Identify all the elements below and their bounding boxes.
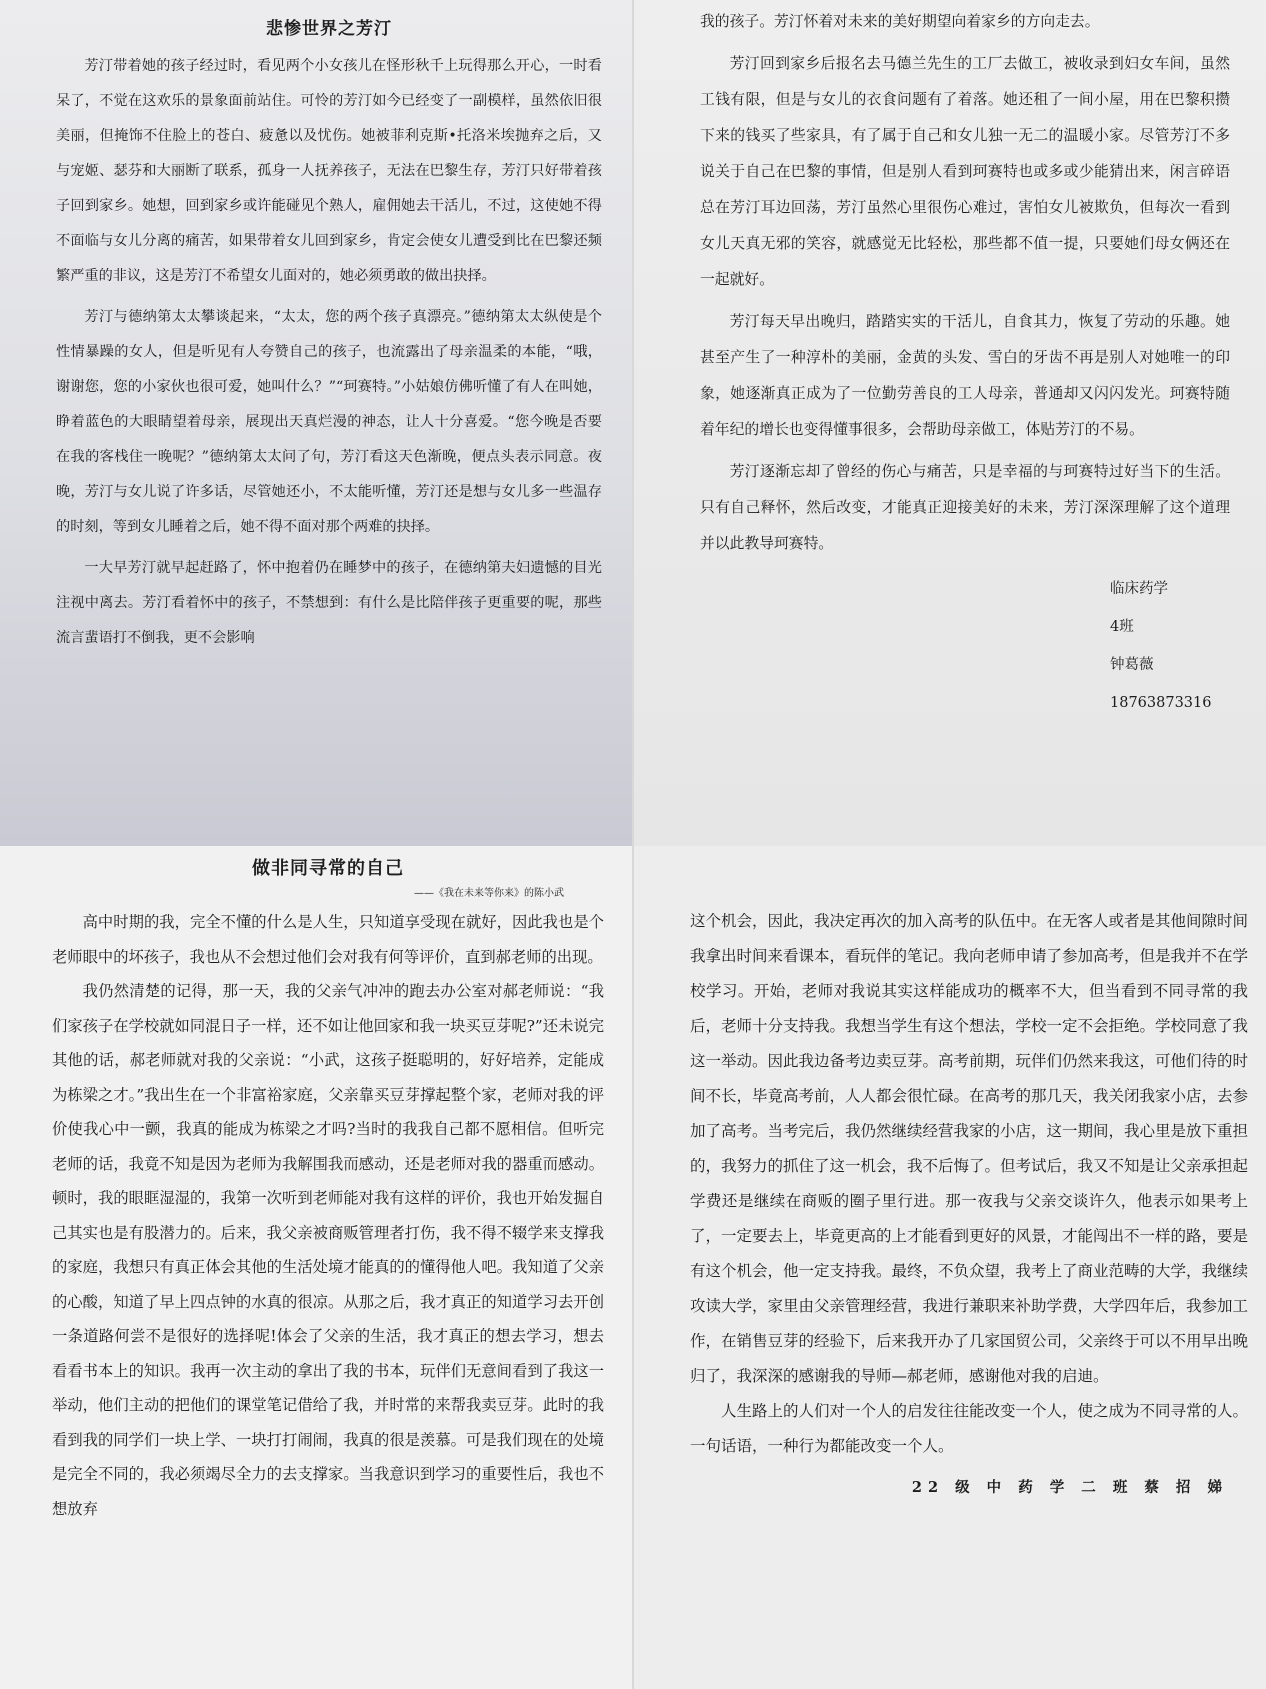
author-class: 4班 — [1110, 619, 1134, 635]
paragraph: 芳汀与德纳第太太攀谈起来，“太太，您的两个孩子真漂亮。”德纳第太太纵使是个性情暴躁的女人，但是听见有人夸赞自己的孩子，也流露出了母亲温柔的本能，“哦，谢谢您，您的小家伙也很可爱，她叫什么？”“珂赛特。”小姑娘仿佛听懂了有人在叫她，睁着蓝色的大眼睛望着母亲，展现出天真烂漫的神态，让人十分喜爱。“您今晚是否要在我的客栈住一晚呢？”德纳第太太问了句，芳汀看这天色渐晚，便点头表示同意。夜晚，芳汀与女儿说了许多话，尽管她还小，不太能听懂，芳汀还是想与女儿多一些温存的时刻，等到女儿睡着之后，她不得不面对那个两难的抉择。 — [56, 309, 602, 535]
document-page-4 — [634, 846, 1266, 1689]
paragraph: 人生路上的人们对一个人的启发往往能改变一个人，使之成为不同寻常的人。一句话语，一种行为都能改变一个人。 — [690, 1402, 1249, 1455]
paragraph: 这个机会，因此，我决定再次的加入高考的队伍中。在无客人或者是其他间隙时间我拿出时间来看课本，看玩伴的笔记。我向老师申请了参加高考，但是我并不在学校学习。开始，老师对我说其实这样能成功的概率不大，但当看到不同寻常的我后，老师十分支持我。我想当学生有这个想法，学校一定不会拒绝。学校同意了我这一举动。因此我边备考边卖豆芽。高考前期，玩伴们仍然来我这，可他们待的时间不长，毕竟高考前，人人都会很忙碌。在高考的那几天，我关闭我家小店，去参加了高考。当考完后，我仍然继续经营我家的小店，这一期间，我心里是放下重担的，我努力的抓住了这一机会，我不后悔了。但考试后，我又不知是让父亲承担起学费还是继续在商贩的圈子里行进。那一夜我与父亲交谈许久，他表示如果考上了，一定要去上，毕竟更高的上才能看到更好的风景，才能闯出不一样的路，要是有这个机会，他一定支持我。最终，不负众望，我考上了商业范畴的大学，我继续攻读大学，家里由父亲管理经营，我进行兼职来补助学费，大学四年后，我参加工作，在销售豆芽的经验下，后来我开办了几家国贸公司，父亲终于可以不用早出晚归了，我深深的感谢我的导师—郝老师，感谢他对我的启迪。 — [690, 912, 1249, 1385]
document-page-3 — [0, 846, 632, 1689]
paragraph: 高中时期的我，完全不懂的什么是人生，只知道享受现在就好，因此我也是个老师眼中的坏孩子，我也从不会想过他们会对我有何等评价，直到郝老师的出现。 — [52, 913, 604, 966]
page-subtitle: ——《我在未来等你来》的陈小武 — [414, 888, 564, 899]
document-page-2 — [634, 0, 1266, 846]
paragraph: 芳汀回到家乡后报名去马德兰先生的工厂去做工，被收录到妇女车间，虽然工钱有限，但是与女儿的衣食问题有了着落。她还租了一间小屋，用在巴黎积攒下来的钱买了些家具，有了属于自己和女儿独一无二的温暖小家。尽管芳汀不多说关于自己在巴黎的事情，但是别人看到珂赛特也或多或少能猜出来，闲言碎语总在芳汀耳边回荡，芳汀虽然心里很伤心难过，害怕女儿被欺负，但每次一看到女儿天真无邪的笑容，就感觉无比轻松，那些都不值一提，只要她们母女俩还在一起就好。 — [700, 55, 1230, 288]
page-title: 悲惨世界之芳汀 — [266, 19, 392, 39]
author-signature — [1110, 570, 1230, 722]
author-phone: 18763873316 — [1110, 695, 1212, 711]
paragraph: 芳汀带着她的孩子经过时，看见两个小女孩儿在怪形秋千上玩得那么开心，一时看呆了，不觉在这欢乐的景象面前站住。可怜的芳汀如今已经变了一副模样，虽然依旧很美丽，但掩饰不住脸上的苍白、疲惫以及忧伤。她被菲利克斯•托洛米埃抛弃之后，又与宠姬、瑟芬和大丽断了联系，孤身一人抚养孩子，无法在巴黎生存，芳汀只好带着孩子回到家乡。她想，回到家乡或许能碰见个熟人，雇佣她去干活儿，不过，这使她不得不面临与女儿分离的痛苦，如果带着女儿回到家乡，肯定会使女儿遭受到比在巴黎还频繁严重的非议，这是芳汀不希望女儿面对的，她必须勇敢的做出抉择。 — [56, 58, 602, 284]
paragraph: 芳汀每天早出晚归，踏踏实实的干活儿，自食其力，恢复了劳动的乐趣。她甚至产生了一种淳朴的美丽，金黄的头发、雪白的牙齿不再是别人对她唯一的印象，她逐渐真正成为了一位勤劳善良的工人母亲，普通却又闪闪发光。珂赛特随着年纪的增长也变得懂事很多，会帮助母亲做工，体贴芳汀的不易。 — [700, 313, 1230, 438]
paragraph: 一大早芳汀就早起赶路了，怀中抱着仍在睡梦中的孩子，在德纳第夫妇遗憾的目光注视中离去。芳汀看着怀中的孩子，不禁想到：有什么是比陪伴孩子更重要的呢，那些流言蜚语打不倒我，更不会影响 — [56, 560, 602, 646]
author-name: 钟葛薇 — [1110, 657, 1154, 673]
author-major: 临床药学 — [1110, 581, 1168, 597]
author-signature: 22 级 中 药 学 二 班 蔡 招 娣 — [911, 1479, 1228, 1496]
paragraph: 芳汀逐渐忘却了曾经的伤心与痛苦，只是幸福的与珂赛特过好当下的生活。只有自己释怀，然后改变，才能真正迎接美好的未来，芳汀深深理解了这个道理并以此教导珂赛特。 — [700, 463, 1230, 552]
document-page-1 — [0, 0, 632, 846]
page-title: 做非同寻常的自己 — [252, 858, 404, 879]
paragraph: 我的孩子。芳汀怀着对未来的美好期望向着家乡的方向走去。 — [700, 13, 1100, 30]
paragraph: 我仍然清楚的记得，那一天，我的父亲气冲冲的跑去办公室对郝老师说：“我们家孩子在学校就如同混日子一样，还不如让他回家和我一块买豆芽呢?”还未说完其他的话，郝老师就对我的父亲说：“小武，这孩子挺聪明的，好好培养，定能成为栋梁之才。”我出生在一个非富裕家庭，父亲靠买豆芽撑起整个家，老师对我的评价使我心中一颤，我真的能成为栋梁之才吗?当时的我我自己都不愿相信。但听完老师的话，我竟不知是因为老师为我解围我而感动，还是老师对我的器重而感动。顿时，我的眼眶湿湿的，我第一次听到老师能对我有这样的评价，我也开始发掘自己其实也是有股潜力的。后来，我父亲被商贩管理者打伤，我不得不辍学来支撑我的家庭，我想只有真正体会其他的生活处境才能真的的懂得他人吧。我知道了父亲的心酸，知道了早上四点钟的水真的很凉。从那之后，我才真正的知道学习去开创一条道路何尝不是很好的选择呢!体会了父亲的生活，我才真正的想去学习，想去看看书本上的知识。我再一次主动的拿出了我的书本，玩伴们无意间看到了我这一举动，他们主动的把他们的课堂笔记借给了我，并时常的来帮我卖豆芽。此时的我看到我的同学们一块上学、一块打打闹闹，我真的很是羡慕。可是我们现在的处境是完全不同的，我必须竭尽全力的去支撑家。当我意识到学习的重要性后，我也不想放弃 — [52, 982, 604, 1518]
